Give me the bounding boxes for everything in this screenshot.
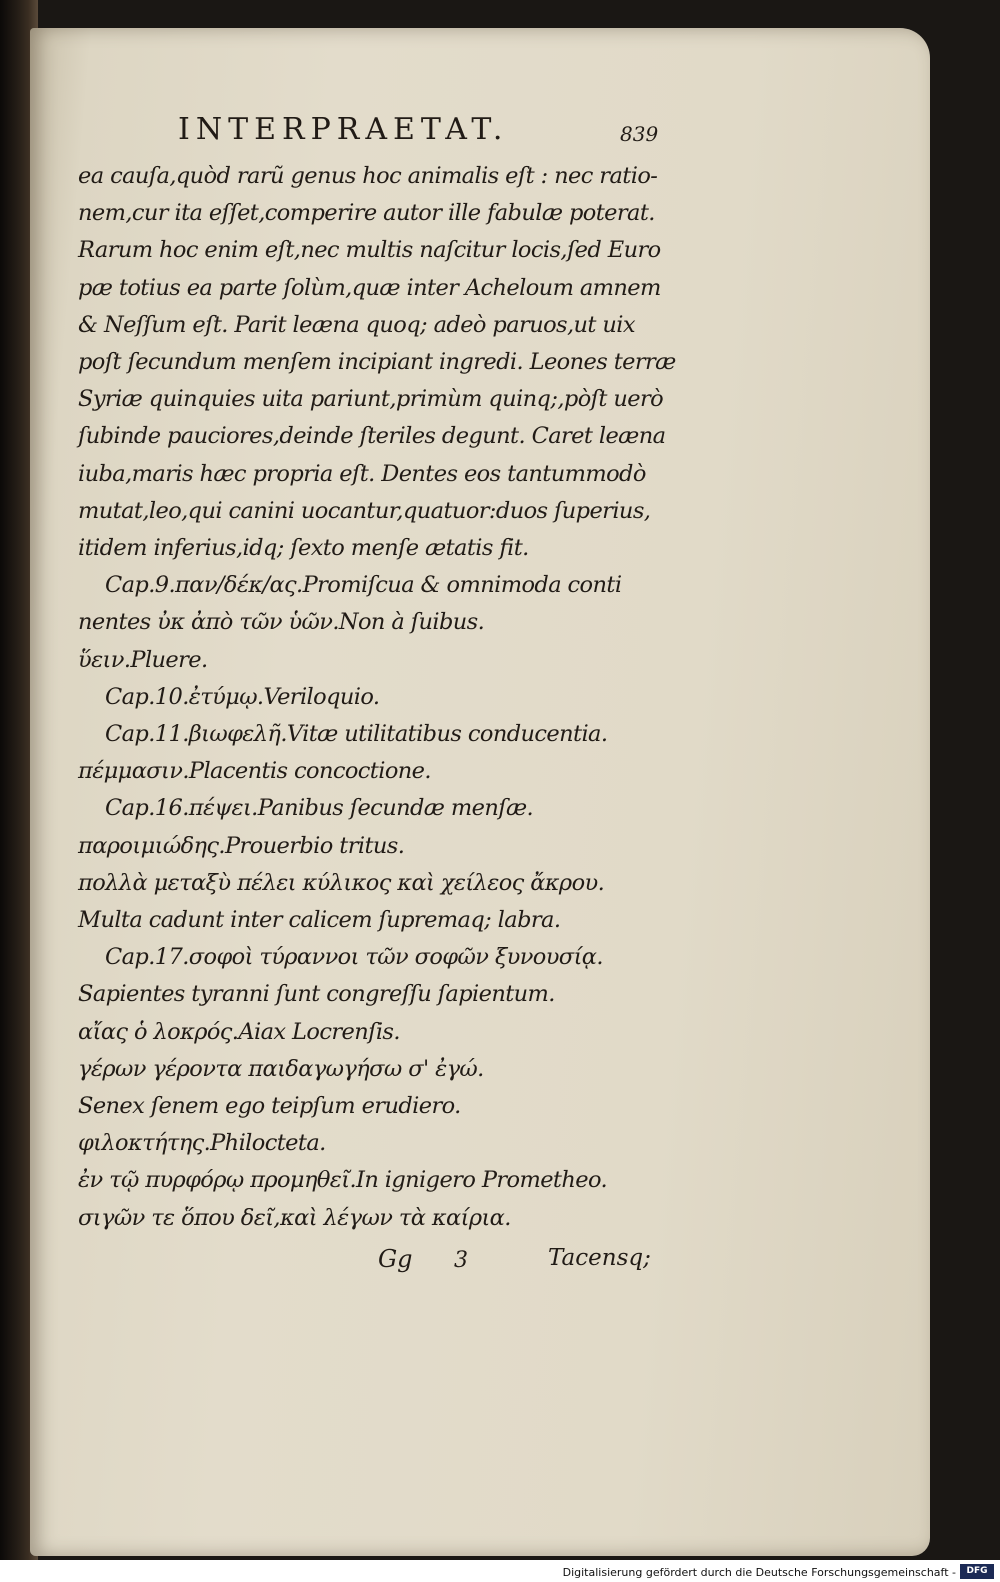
text-line: & Neſſum eſt. Parit leæna quoq; adeò paruos,ut uix [78, 311, 635, 338]
text-line: iuba,maris hæc propria eſt. Dentes eos tantummodò [78, 460, 646, 487]
text-body [78, 158, 678, 1237]
running-title: INTERPRAETAT. [178, 112, 509, 147]
greek-line: ἐν τῷ πυρφόρῳ προμηθεῖ.In ignigero Prometheo. [78, 1167, 608, 1194]
chapter-line: Cap.11.βιωφελῆ.Vitæ utilitatibus conducentia. [105, 721, 608, 748]
greek-line: πολλὰ μεταξὺ πέλει κύλικος καὶ χείλεος ἄκρου. [78, 869, 605, 896]
dfg-logo-icon: DFG [960, 1564, 994, 1579]
text-line: παροιμιώδης.Prouerbio tritus. [78, 832, 405, 859]
page-number: 839 [620, 122, 659, 146]
greek-line: γέρων γέροντα παιδαγωγήσω σ' ἐγώ. [78, 1055, 484, 1082]
text-line: nem,cur ita eſſet,comperire autor ille fabulæ poterat. [78, 200, 655, 227]
greek-line: αἴας ὁ λοκρός.Aiax Locrenſis. [78, 1018, 400, 1045]
text-line: Syriæ quinquies uita pariunt,primùm quinq;,pòſt uerò [78, 386, 664, 413]
chapter-line: Cap.10.ἐτύμῳ.Veriloquio. [105, 683, 380, 710]
text-line: ὕειν.Pluere. [78, 646, 208, 673]
text-line: πέμμασιν.Placentis concoctione. [78, 758, 431, 785]
chapter-line: Cap.17.σοφοὶ τύραννοι τῶν σοφῶν ξυνουσίᾳ. [105, 944, 603, 971]
footer-bar [0, 1560, 1000, 1582]
greek-line: φιλοκτήτης.Philocteta. [78, 1130, 326, 1157]
chapter-line: Cap.9.παν/δέκ/ας.Promiſcua & omnimoda conti [105, 572, 622, 599]
text-line: Senex ſenem ego teipſum erudiero. [78, 1093, 461, 1120]
text-line: mutat,leo,qui canini uocantur,quatuor:duos ſuperius, [78, 497, 651, 524]
text-line: nentes ὐκ ἀπὸ τῶν ὑῶν.Non à ſuibus. [78, 609, 485, 636]
text-line: ea cauſa,quòd rarũ genus hoc animalis eſt : nec ratio- [78, 163, 658, 189]
greek-line: σιγῶν τε ὅπου δεῖ,καὶ λέγων τὰ καίρια. [78, 1204, 511, 1231]
text-line: Multa cadunt inter calicem ſupremaq; labra. [78, 907, 561, 934]
signature-mark: Gg [378, 1245, 413, 1273]
chapter-line: Cap.16.πέψει.Panibus ſecundæ menſæ. [105, 795, 534, 822]
catchword: Tacensq; [548, 1245, 651, 1271]
text-line: Rarum hoc enim eſt,nec multis naſcitur locis,ſed Euro [78, 237, 661, 264]
text-line: Sapientes tyranni ſunt congreſſu ſapientum. [78, 981, 555, 1008]
funding-notice: Digitalisierung gefördert durch die Deutsche Forschungsgemeinschaft - [562, 1566, 956, 1579]
signature-number: 3 [454, 1248, 468, 1273]
text-line: ſubinde pauciores,deinde ſteriles degunt. Caret leæna [78, 423, 666, 450]
text-line: poſt ſecundum menſem incipiant ingredi. Leones terræ [78, 349, 676, 376]
text-line: itidem inferius,idq; ſexto menſe ætatis fit. [78, 535, 529, 562]
text-line: pæ totius ea parte ſolùm,quæ inter Acheloum amnem [78, 274, 661, 301]
